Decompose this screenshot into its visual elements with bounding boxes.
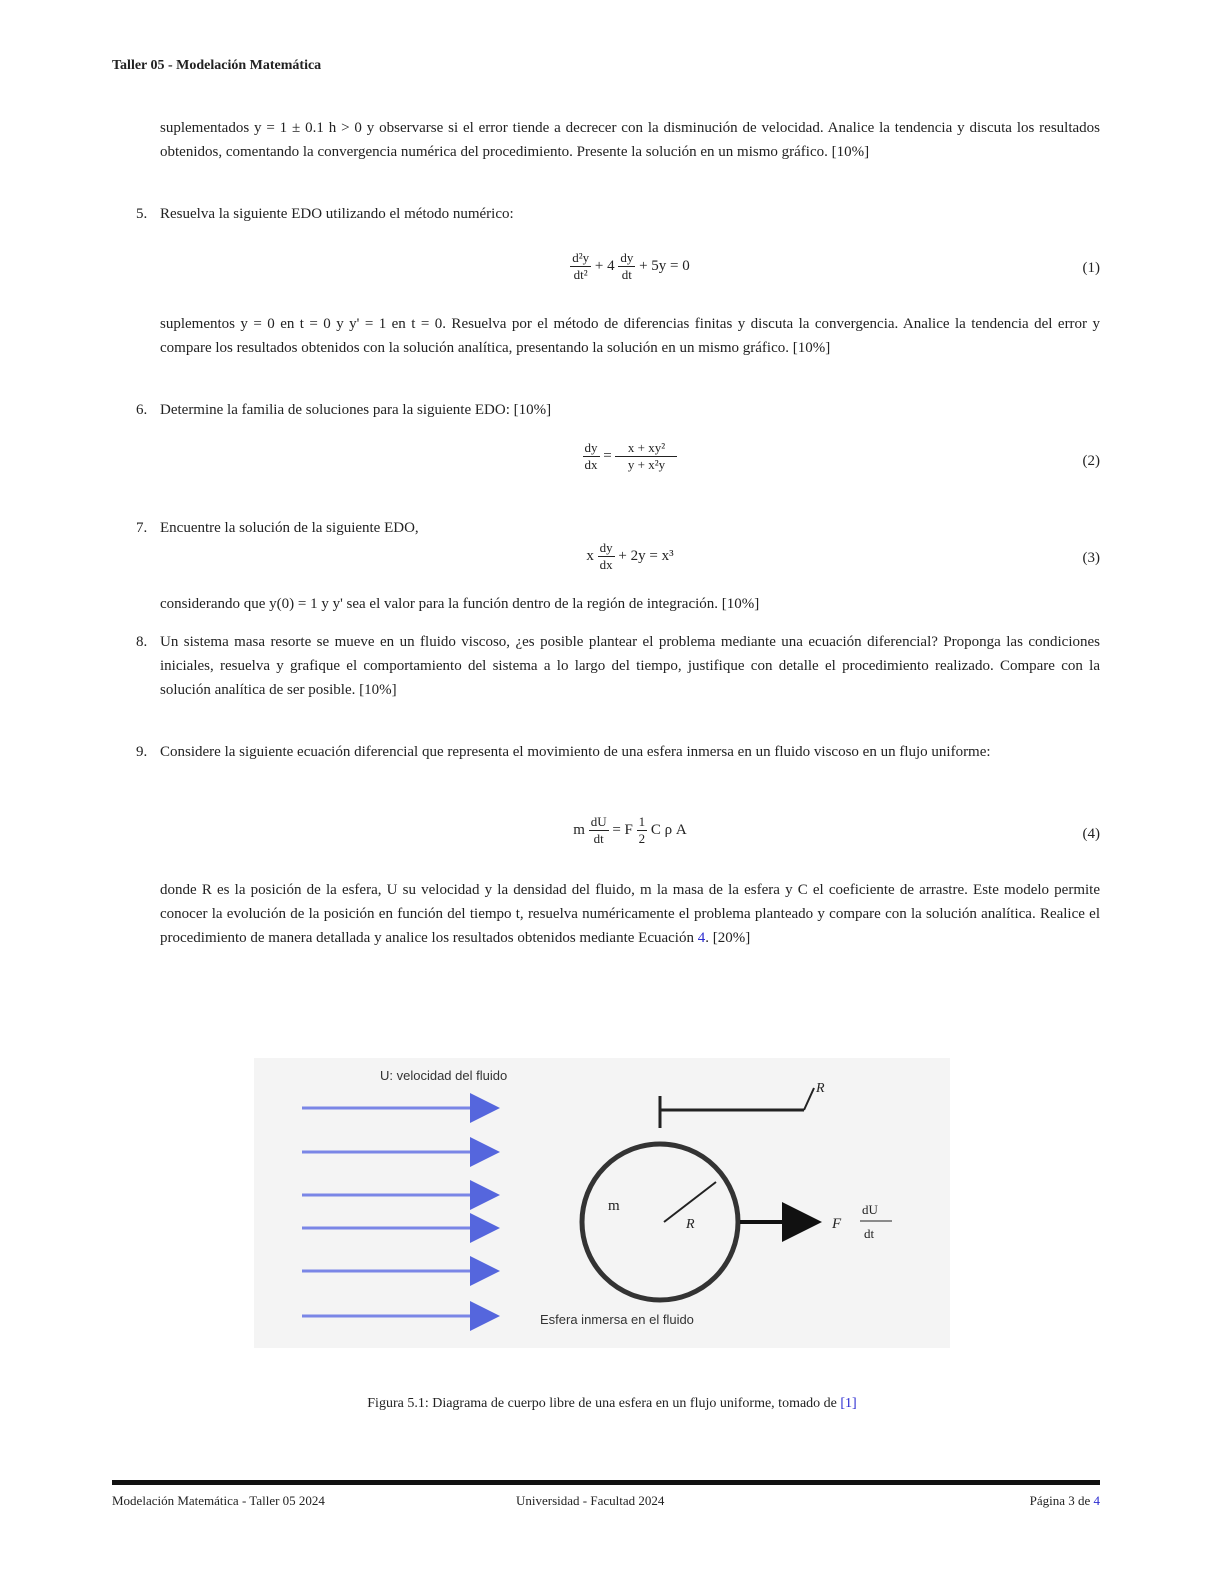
force-fraction-top: dU	[862, 1202, 878, 1217]
force-fraction-bottom: dt	[864, 1226, 875, 1241]
list-item	[136, 630, 1100, 702]
sphere-diagram	[254, 1058, 950, 1348]
figure-sphere-diagram	[254, 1058, 950, 1348]
equation-1: $\frac{\text{d²y}}{\text{dt²}}$ + 4 $\frac{dy}{dt}$ + 5y = 0	[572, 250, 690, 282]
equation-number: (1)	[1082, 260, 1100, 276]
item-text: Resuelva la siguiente EDO utilizando el método numérico:	[160, 206, 514, 222]
flow-legend-label: U: velocidad del fluido	[380, 1068, 508, 1083]
paragraph: considerando que y(0) = 1 y y' sea el valor para la función dentro de la región de integración. [10%]	[160, 596, 760, 612]
page-header: Taller 05 - Modelación Matemática	[112, 58, 322, 73]
equation-number: (2)	[1082, 453, 1100, 469]
flow-arrows	[302, 1108, 494, 1316]
dimension-tick	[804, 1088, 814, 1110]
figure-bottom-label: Esfera inmersa en el fluido	[540, 1312, 694, 1327]
paragraph: donde R es la posición de la esfera, U su velocidad y la densidad del fluido, m la masa de la esfera y C el coeficiente de arrastre. Este modelo permite conocer la evolución de la posición en función del tiempo t, resuelva numéricamente el problema planteado y compare con la solución analítica. Realice el procedimiento de manera detallada y analice los resultados obtenidos mediante Ecuación 4. [20%]	[160, 882, 1100, 946]
item-text: Encuentre la solución de la siguiente EDO,	[160, 520, 419, 536]
item-text: Un sistema masa resorte se mueve en un fluido viscoso, ¿es posible plantear el problema mediante una ecuación diferencial? Proponga las condiciones iniciales, resuelva y grafique el comportamiento del sistema a lo largo del tiempo, justifique con detalle el procedimiento realizado. Compare con la solución analítica de ser posible. [10%]	[160, 634, 1100, 698]
figure-caption: Figura 5.1: Diagrama de cuerpo libre de una esfera en un flujo uniforme, tomado de [1]	[367, 1396, 857, 1411]
force-label: F	[832, 1216, 842, 1232]
list-item	[136, 740, 1100, 764]
intro-paragraph: suplementados y = 1 ± 0.1 h > 0 y observarse si el error tiende a decrecer con la disminución de velocidad. Analice la tendencia y discuta los resultados obtenidos, comentando la convergencia numérica del procedimiento. Presente la solución en un mismo gráfico. [10%]	[160, 120, 1100, 160]
center-label: R	[686, 1217, 695, 1232]
item-number: 8.	[136, 634, 148, 650]
item-text: Considere la siguiente ecuación diferencial que representa el movimiento de una esfera inmersa en un fluido viscoso en un flujo uniforme:	[160, 744, 991, 760]
sphere	[582, 1144, 738, 1300]
item-number: 6.	[136, 402, 148, 418]
item-number: 5.	[136, 206, 148, 222]
equation-number: (4)	[1082, 826, 1100, 842]
item-text: Determine la familia de soluciones para la siguiente EDO: [10%]	[160, 402, 552, 418]
item-number: 9.	[136, 744, 148, 760]
footer-rule	[112, 1480, 1100, 1485]
footer-right: Página 3 de 4	[1029, 1493, 1100, 1508]
radius-line	[664, 1182, 716, 1222]
equation-3: x $\frac{dy}{dx}$ + 2y = x³	[586, 540, 674, 572]
paragraph: suplementos y = 0 en t = 0 y y' = 1 en t = 0. Resuelva por el método de diferencias finitas y discuta la convergencia. Analice la tendencia del error y compare los resultados obtenidos con la solución analítica, presentando la solución en un mismo gráfico. [10%]	[160, 316, 1100, 356]
equation-4: m $\frac{dU}{dt}$ = F $\frac{1}{2}$ C ρ A	[573, 814, 687, 846]
equation-2: $\frac{dy}{dx}$ = $\frac{\text{x + xy²}}{\text{y + x²y}}$	[160, 440, 1100, 473]
page-total-link[interactable]: 4	[1093, 1493, 1100, 1508]
footer-center: Universidad - Facultad 2024	[516, 1493, 665, 1508]
item-number: 7.	[136, 520, 148, 536]
list-item	[136, 398, 1100, 422]
footer-left: Modelación Matemática - Taller 05 2024	[112, 1493, 325, 1508]
equation-ref-link[interactable]: 4	[697, 930, 706, 946]
equation-number: (3)	[1082, 550, 1100, 566]
list-item	[136, 516, 1100, 540]
list-item	[136, 202, 1100, 226]
citation-link[interactable]: [1]	[840, 1396, 857, 1411]
radius-label: R	[816, 1081, 825, 1096]
sphere-mass-label: m	[608, 1198, 620, 1214]
